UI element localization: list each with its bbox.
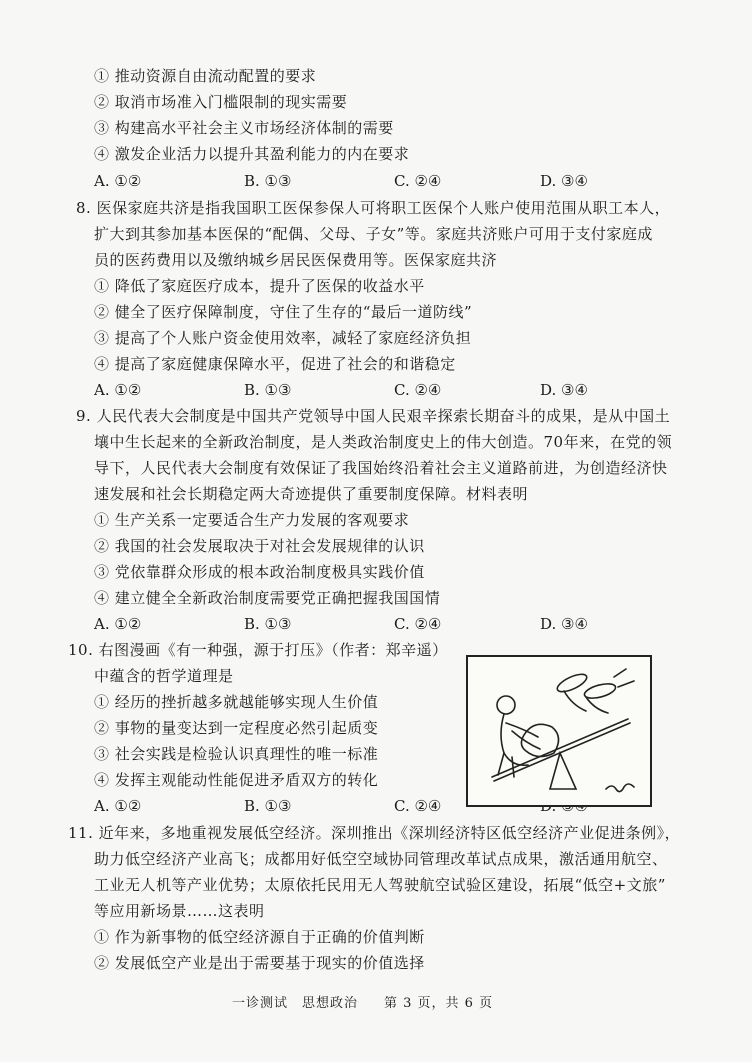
q8-option-c: C. ②④ — [394, 381, 442, 399]
q8-stem-line-2: 扩大到其参加基本医保的“配偶、父母、子女”等。家庭共济账户可用于支付家庭成 — [94, 225, 653, 243]
q11-stem-line-1: 11. 近年来，多地重视发展低空经济。深圳推出《深圳经济特区低空经济产业促进条例》， — [68, 824, 681, 842]
q8-option-d: D. ③④ — [540, 381, 588, 399]
q8-option-b: B. ①③ — [244, 381, 292, 399]
q9-stem-line-3: 导下，人民代表大会制度有效保证了我国始终沿着社会主义道路前进，为创造经济快 — [94, 459, 668, 477]
q10-stem-line-1: 10. 右图漫画《有一种强，源于打压》（作者：郑辛遥） — [68, 641, 448, 659]
q7-item-3: ③ 构建高水平社会主义市场经济体制的需要 — [94, 119, 394, 137]
q11-stem-line-4: 等应用新场景……这表明 — [94, 902, 265, 920]
q9-option-b: B. ①③ — [244, 615, 292, 633]
cartoon-drawing — [468, 657, 650, 805]
q10-item-1: ① 经历的挫折越多就越能够实现人生价值 — [94, 693, 379, 711]
q7-option-c: C. ②④ — [394, 172, 442, 190]
q10-stem-line-2: 中蕴含的哲学道理是 — [94, 667, 234, 685]
q7-item-4: ④ 激发企业活力以提升其盈利能力的内在要求 — [94, 145, 410, 163]
q9-item-4: ④ 建立健全全新政治制度需要党正确把握我国国情 — [94, 589, 441, 607]
q11-item-2: ② 发展低空产业是出于需要基于现实的价值选择 — [94, 954, 425, 972]
q7-option-d: D. ③④ — [540, 172, 588, 190]
footer-page-number: 第 3 页，共 6 页 — [384, 996, 494, 1011]
q9-option-c: C. ②④ — [394, 615, 442, 633]
q9-item-1: ① 生产关系一定要适合生产力发展的客观要求 — [94, 511, 410, 529]
q11-item-1: ① 作为新事物的低空经济源自于正确的价值判断 — [94, 928, 425, 946]
q10-item-2: ② 事物的量变达到一定程度必然引起质变 — [94, 719, 379, 737]
q9-stem-line-4: 速发展和社会长期稳定两大奇迹提供了重要制度保障。材料表明 — [94, 485, 529, 503]
q8-item-2: ② 健全了医疗保障制度，守住了生存的“最后一道防线” — [94, 303, 473, 321]
q10-item-3: ③ 社会实践是检验认识真理性的唯一标准 — [94, 745, 379, 763]
q8-item-4: ④ 提高了家庭健康保障水平，促进了社会的和谐稳定 — [94, 355, 456, 373]
q10-option-c: C. ②④ — [394, 797, 442, 815]
q9-item-3: ③ 党依靠群众形成的根本政治制度极具实践价值 — [94, 563, 425, 581]
q10-option-a: A. ①② — [94, 797, 142, 815]
q9-stem-line-1: 9. 人民代表大会制度是中国共产党领导中国人民艰辛探索长期奋斗的成果，是从中国土 — [76, 407, 671, 425]
q11-stem-line-3: 工业无人机等产业优势；太原依托民用无人驾驶航空试验区建设，拓展“低空+文旅” — [94, 876, 666, 894]
q8-stem-line-1: 8. 医保家庭共济是指我国职工医保参保人可将职工医保个人账户使用范围从职工本人， — [76, 199, 671, 217]
q9-option-a: A. ①② — [94, 615, 142, 633]
q8-stem-line-3: 员的医药费用以及缴纳城乡居民医保费用等。医保家庭共济 — [94, 251, 498, 269]
q8-item-3: ③ 提高了个人账户资金使用效率，减轻了家庭经济负担 — [94, 329, 472, 347]
q7-item-1: ① 推动资源自由流动配置的要求 — [94, 67, 317, 85]
footer-exam-title: 一诊测试 思想政治 — [232, 996, 359, 1011]
q10-item-4: ④ 发挥主观能动性能促进矛盾双方的转化 — [94, 771, 379, 789]
q10-option-b: B. ①③ — [244, 797, 292, 815]
q7-option-b: B. ①③ — [244, 172, 292, 190]
q8-item-1: ① 降低了家庭医疗成本，提升了医保的收益水平 — [94, 277, 425, 295]
q7-option-a: A. ①② — [94, 172, 142, 190]
cartoon-image — [466, 655, 652, 807]
q9-stem-line-2: 壤中生长起来的全新政治制度，是人类政治制度史上的伟大创造。70年来，在党的领 — [94, 433, 673, 451]
q9-item-2: ② 我国的社会发展取决于对社会发展规律的认识 — [94, 537, 425, 555]
q9-option-d: D. ③④ — [540, 615, 588, 633]
q11-stem-line-2: 助力低空经济产业高飞；成都用好低空空域协同管理改革试点成果，激活通用航空、 — [94, 850, 668, 868]
q7-item-2: ② 取消市场准入门槛限制的现实需要 — [94, 93, 348, 111]
q8-option-a: A. ①② — [94, 381, 142, 399]
